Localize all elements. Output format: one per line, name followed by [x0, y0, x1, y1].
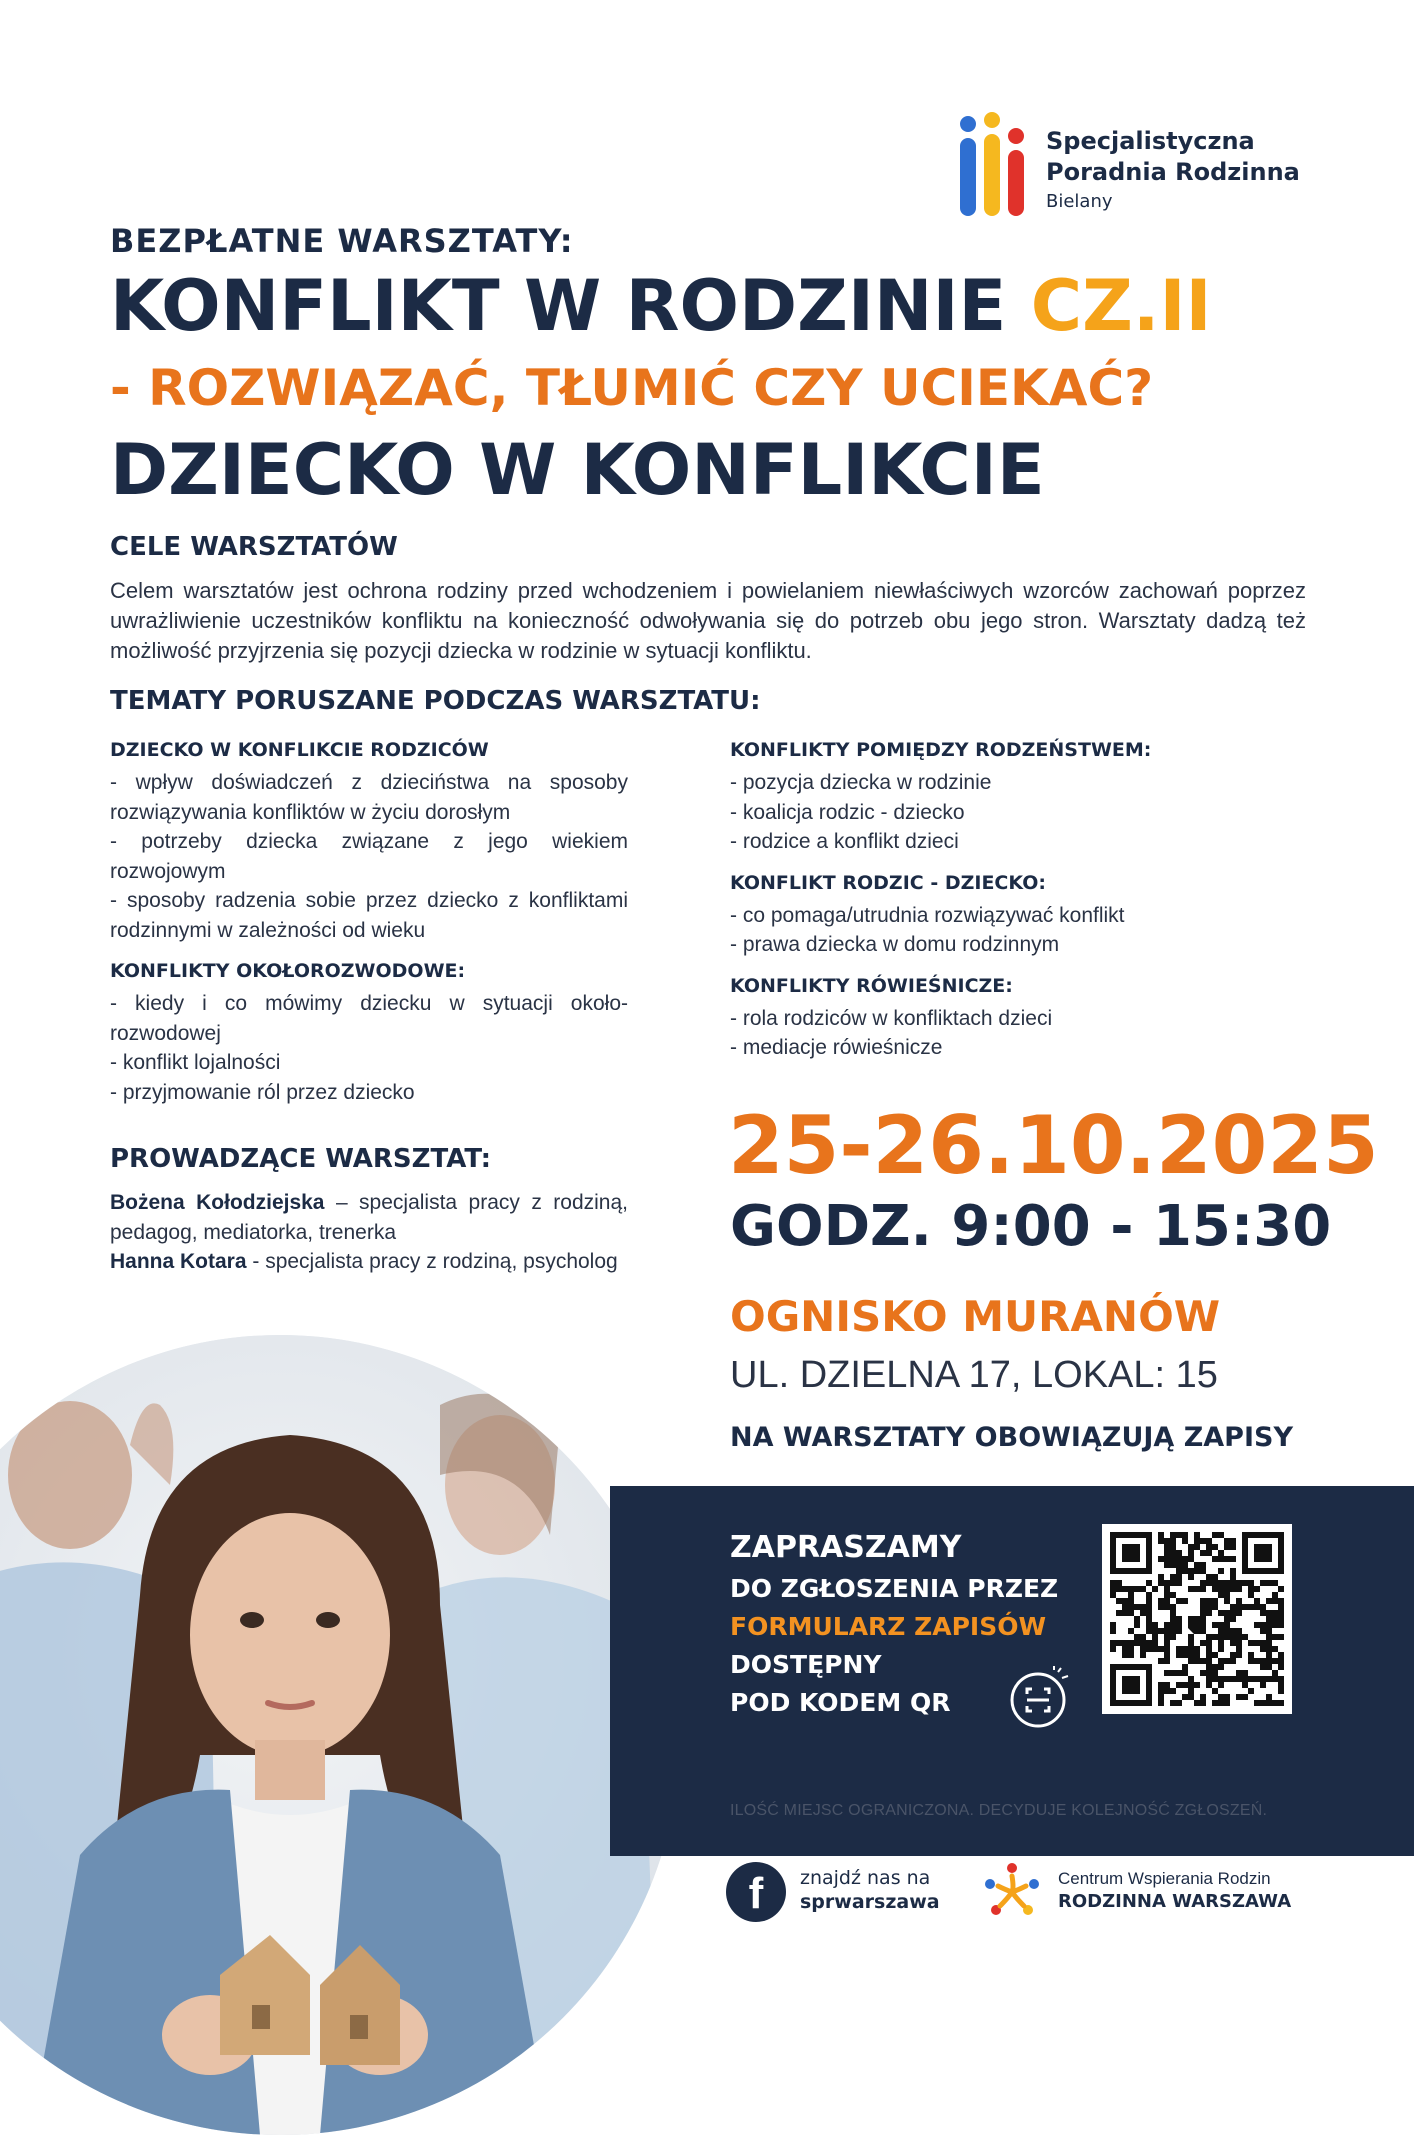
limit-note: ILOŚĆ MIEJSC OGRANICZONA. DECYDUJE KOLEJNOŚĆ ZGŁOSZEŃ. — [730, 1802, 1268, 1819]
qr-scan-icon — [1008, 1666, 1072, 1730]
topic-item: - koalicja rodzic - dziecko — [730, 800, 965, 824]
topics-heading: TEMATY PORUSZANE PODCZAS WARSZTATU: — [110, 686, 761, 716]
logo-name — [1046, 126, 1300, 188]
qr-code[interactable] — [1102, 1524, 1292, 1714]
topic-item: - rodzice a konflikt dzieci — [730, 830, 959, 853]
page-title — [110, 266, 1212, 346]
family-logo-icon — [958, 112, 1038, 222]
cwr-line1: Centrum Wspierania Rodzin — [1058, 1869, 1271, 1888]
title-question: - ROZWIĄZAĆ, TŁUMIĆ CZY UCIEKAĆ? — [110, 359, 1154, 417]
topic-section — [730, 972, 1290, 1063]
leaders-list — [110, 1188, 628, 1277]
topic-item: - sposoby radzenia sobie przez dziecko z konfliktami rodzinnymi w zależności od wieku — [110, 889, 628, 942]
title-main: KONFLIKT W RODZINIE — [110, 265, 1007, 347]
topic-item: - prawa dziecka w domu rodzinnym — [730, 933, 1060, 956]
facebook-link[interactable] — [800, 1866, 940, 1914]
topic-item: - rola rodziców w konfliktach dzieci — [730, 1006, 1053, 1030]
event-place: OGNISKO MURANÓW — [730, 1292, 1221, 1341]
topic-title: KONFLIKTY POMIĘDZY RODZEŃSTWEM: — [730, 739, 1152, 761]
topics-right-column — [730, 736, 1290, 1075]
goals-text: Celem warsztatów jest ochrona rodziny przed wchodzeniem i powielaniem niewłaściwych wzorców zachowań poprzez uwrażliwienie uczestników konfliktu na konieczność odwoływania się do potrzeb obu jego stron. Warsztaty dadzą też możliwość przyjrzenia się pozycji dziecka w rodzinie w sytuacji konfliktu. — [110, 578, 1306, 663]
invite-line: ZAPRASZAMY — [730, 1530, 962, 1565]
topic-item: - kiedy i co mówimy dziecku w sytuacji około-rozwodowej — [110, 992, 628, 1045]
leader-desc: - specjalista pracy z rodziną, psycholog — [246, 1250, 618, 1273]
logo-district: Bielany — [1046, 191, 1113, 212]
facebook-line1: znajdź nas na — [800, 1867, 931, 1889]
topic-title: KONFLIKTY RÓWIEŚNICZE: — [730, 974, 1013, 997]
topic-item: - wpływ doświadczeń z dzieciństwa na sposoby rozwiązywania konfliktów w życiu dorosłym — [110, 771, 628, 824]
topic-item: - potrzeby dziecka związane z jego wiekiem rozwojowym — [110, 830, 628, 883]
registration-form-link[interactable]: FORMULARZ ZAPISÓW — [730, 1612, 1047, 1641]
topic-item: - konflikt lojalności — [110, 1051, 281, 1074]
leader-name: Bożena Kołodziejska — [110, 1191, 325, 1214]
signup-note: NA WARSZTATY OBOWIĄZUJĄ ZAPISY — [730, 1422, 1294, 1453]
topic-section — [110, 736, 628, 945]
title-part: CZ.II — [1030, 265, 1212, 347]
facebook-handle: sprwarszawa — [800, 1891, 940, 1913]
event-date: 25-26.10.2025 — [728, 1099, 1379, 1192]
topics-left-column — [110, 736, 628, 1119]
facebook-icon[interactable]: f — [726, 1862, 786, 1922]
event-time: GODZ. 9:00 - 15:30 — [730, 1194, 1332, 1259]
topic-title: KONFLIKT RODZIC - DZIECKO: — [730, 871, 1046, 894]
rodzinna-warszawa-logo-icon — [980, 1860, 1044, 1924]
topic-item: - przyjmowanie ról przez dziecko — [110, 1080, 415, 1104]
topic-section — [730, 869, 1290, 960]
invite-line: POD KODEM QR — [730, 1688, 951, 1717]
logo-name-line2: Poradnia Rodzinna — [1046, 158, 1300, 186]
topic-title: DZIECKO W KONFLIKCIE RODZICÓW — [110, 739, 489, 761]
invite-line: DOSTĘPNY — [730, 1650, 882, 1679]
topic-section — [110, 957, 628, 1107]
leaders-heading: PROWADZĄCE WARSZTAT: — [110, 1144, 492, 1174]
qr-code-icon — [1110, 1532, 1284, 1706]
leader-name: Hanna Kotara — [110, 1250, 247, 1273]
event-address: UL. DZIELNA 17, LOKAL: 15 — [730, 1354, 1218, 1396]
logo-name-line1: Specjalistyczna — [1046, 127, 1255, 155]
cwr-text — [1058, 1868, 1291, 1914]
pre-title: BEZPŁATNE WARSZTATY: — [110, 222, 574, 260]
cwr-line2: RODZINNA WARSZAWA — [1058, 1891, 1292, 1912]
topic-title: KONFLIKTY OKOŁOROZWODOWE: — [110, 960, 466, 982]
topic-item: - co pomaga/utrudnia rozwiązywać konflikt — [730, 903, 1125, 927]
title-sub: DZIECKO W KONFLIKCIE — [110, 429, 1045, 511]
poradnia-logo — [958, 112, 1338, 222]
leader-desc: – specjalista pracy z rodziną, pedagog, mediatorka, trenerka — [110, 1191, 628, 1244]
goals-heading: CELE WARSZTATÓW — [110, 532, 398, 562]
topic-item: - pozycja dziecka w rodzinie — [730, 771, 992, 794]
topic-item: - mediacje rówieśnicze — [730, 1036, 943, 1059]
topic-section — [730, 736, 1290, 857]
invite-line: DO ZGŁOSZENIA PRZEZ — [730, 1574, 1059, 1603]
